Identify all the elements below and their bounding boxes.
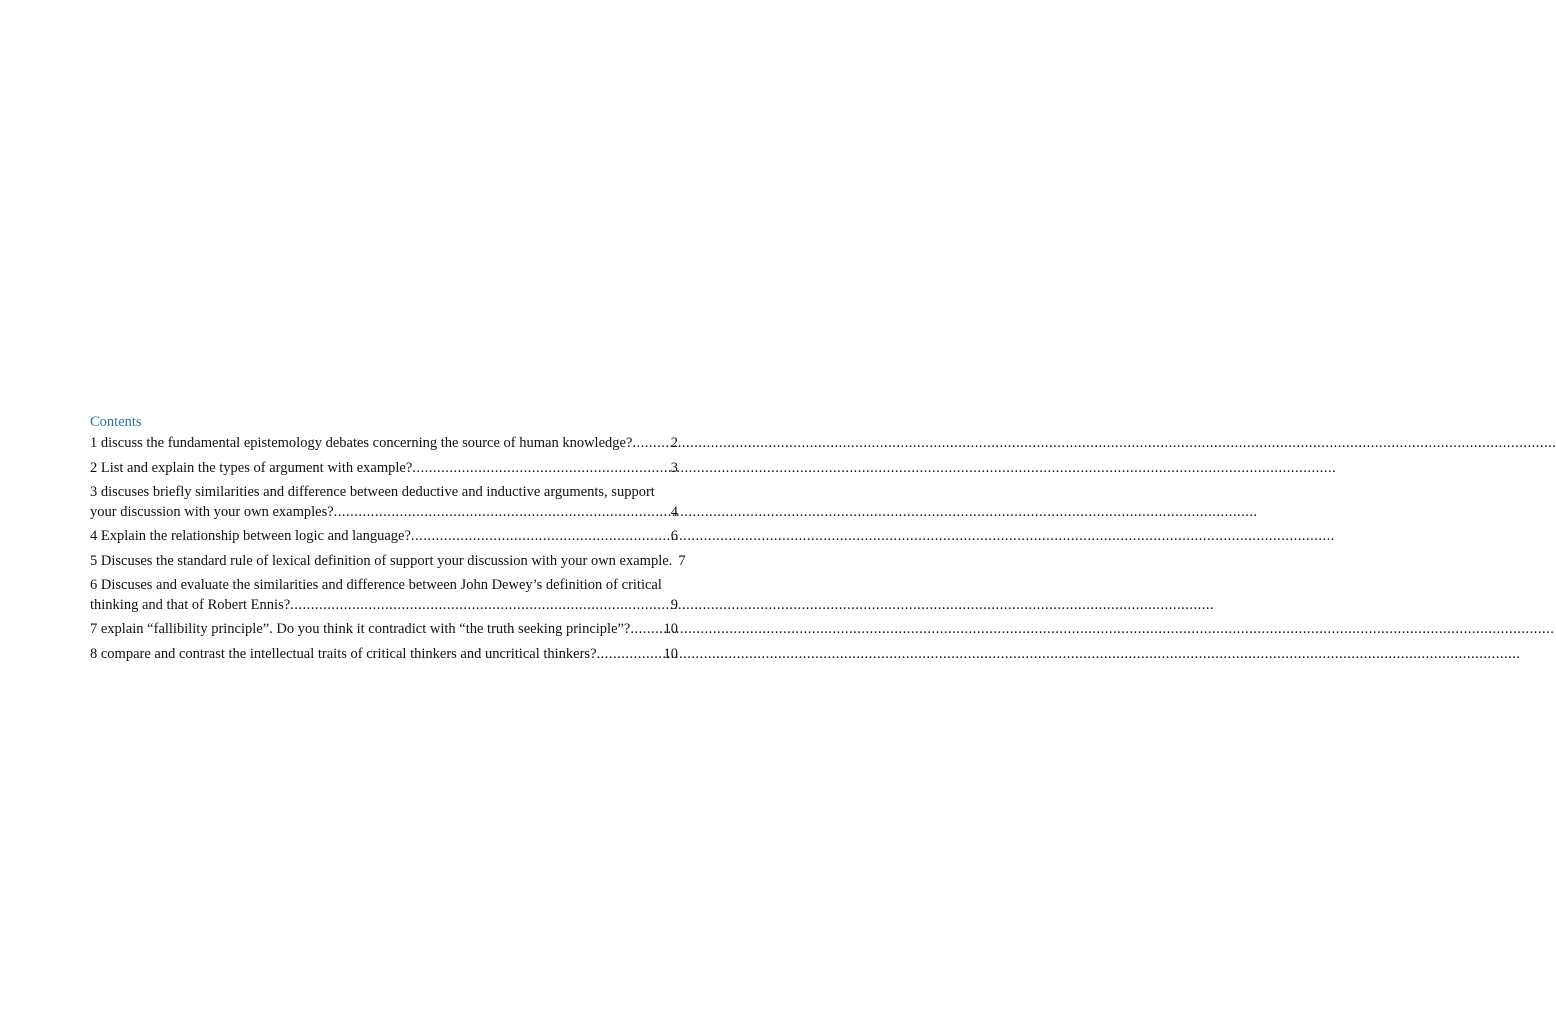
toc-entry-title-line1: 3 discuses briefly similarities and difference between deductive and inductive arguments, support bbox=[90, 484, 655, 500]
toc-page-number: 3 bbox=[670, 459, 678, 476]
toc-page-number: 10 bbox=[663, 645, 678, 662]
toc-entry-7[interactable] bbox=[90, 620, 678, 640]
toc-entry-4[interactable] bbox=[90, 527, 678, 547]
toc-entry-title: 2 List and explain the types of argument with example? bbox=[90, 459, 413, 476]
toc-entry-8[interactable] bbox=[90, 645, 678, 665]
toc-page-number: 7 bbox=[678, 552, 686, 569]
toc-page-number: 6 bbox=[670, 528, 678, 544]
toc-leader-dots bbox=[412, 459, 670, 479]
toc-entry-title: 5 Discuses the standard rule of lexical definition of support your discussion with your own example. bbox=[90, 552, 673, 569]
toc-entry-line bbox=[90, 552, 686, 572]
toc-entry-1[interactable] bbox=[90, 434, 678, 454]
toc-entry-title: 8 compare and contrast the intellectual traits of critical thinkers and uncritical thinkers? bbox=[90, 645, 597, 662]
toc-leader-dots bbox=[411, 527, 671, 547]
toc-leader-dots bbox=[290, 596, 671, 616]
toc-leader-dots bbox=[632, 434, 670, 454]
toc-heading: Contents bbox=[90, 414, 142, 430]
toc-leader-dots bbox=[334, 503, 671, 523]
toc-entry-6[interactable] bbox=[90, 576, 678, 615]
toc-entry-line bbox=[90, 434, 678, 454]
toc-entry-title-line1: 6 Discuses and evaluate the similarities and difference between John Dewey’s definition of critical bbox=[90, 577, 662, 593]
toc-entry-title: 4 Explain the relationship between logic and language? bbox=[90, 528, 411, 544]
toc-page-number: 9 bbox=[670, 596, 678, 613]
toc-entry-title: 1 discuss the fundamental epistemology debates concerning the source of human knowledge? bbox=[90, 435, 633, 451]
toc-entry-line bbox=[90, 596, 678, 616]
toc-leader-dots bbox=[630, 620, 663, 640]
toc-page-number: 4 bbox=[670, 503, 678, 520]
toc-entry-title: thinking and that of Robert Ennis? bbox=[90, 596, 291, 613]
toc-entry-line bbox=[90, 620, 678, 640]
toc-page-number: 2 bbox=[670, 435, 678, 451]
toc-entry-title: your discussion with your own examples? bbox=[90, 503, 334, 520]
toc-page-number: 10 bbox=[663, 621, 678, 637]
toc-entry-5[interactable] bbox=[90, 552, 686, 572]
toc-entry-line bbox=[90, 645, 678, 665]
toc-entry-line bbox=[90, 459, 678, 479]
document-page bbox=[0, 0, 768, 1024]
table-of-contents bbox=[90, 412, 686, 669]
toc-entry-2[interactable] bbox=[90, 459, 678, 479]
toc-entry-title: 7 explain “fallibility principle”. Do you think it contradict with “the truth seeking principle”? bbox=[90, 621, 631, 637]
toc-entry-line bbox=[90, 503, 678, 523]
toc-leader-dots bbox=[597, 645, 664, 665]
toc-entry-3[interactable] bbox=[90, 483, 678, 522]
toc-entry-line bbox=[90, 527, 678, 547]
